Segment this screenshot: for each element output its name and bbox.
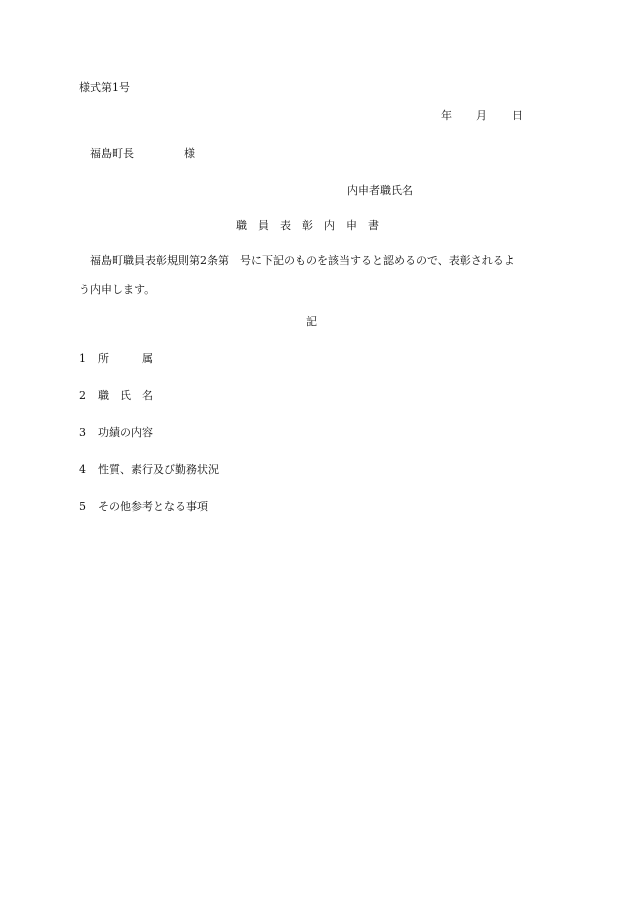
- item-label: 性質、素行及び勤務状況: [98, 463, 219, 476]
- item-number: 2: [79, 389, 86, 402]
- item-number: 5: [79, 500, 86, 513]
- applicant-label: 内申者職氏名: [347, 184, 413, 197]
- item-label: 所 属: [98, 352, 153, 365]
- date-year: 年: [441, 109, 452, 122]
- body-line-1: 福島町職員表彰規則第2条第 号に下記のものを該当すると認めるので、表彰されるよ: [90, 254, 515, 267]
- item-label: その他参考となる事項: [98, 500, 208, 513]
- addressee-name: 福島町長: [90, 147, 134, 160]
- addressee-honorific: 様: [184, 147, 195, 160]
- date-month: 月: [476, 109, 487, 122]
- form-number: 様式第1号: [79, 81, 130, 94]
- item-label: 職 氏 名: [98, 389, 153, 402]
- body-line-2: う内申します。: [79, 283, 156, 296]
- document-title: 職 員 表 彰 内 申 書: [236, 219, 379, 232]
- item-number: 1: [79, 352, 86, 365]
- date-day: 日: [512, 109, 523, 122]
- ki-heading: 記: [306, 315, 317, 328]
- item-number: 3: [79, 426, 86, 439]
- item-label: 功績の内容: [98, 426, 153, 439]
- item-number: 4: [79, 463, 86, 476]
